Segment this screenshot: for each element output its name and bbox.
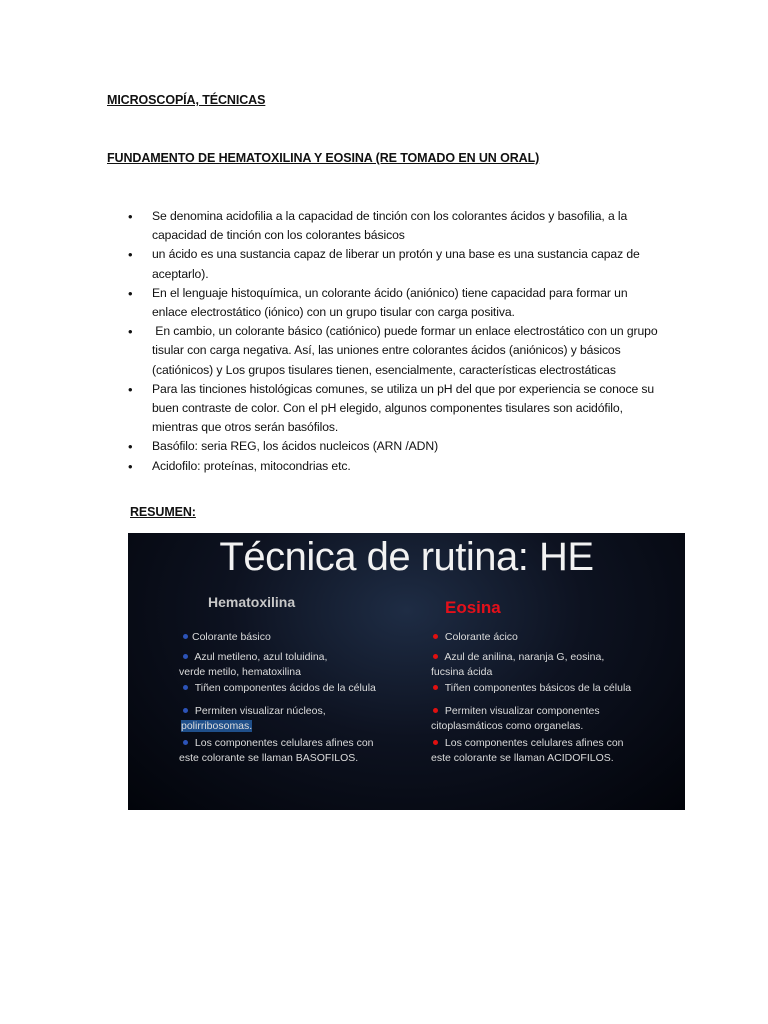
item-text: Tiñen componentes básicos de la célula bbox=[442, 682, 632, 694]
list-item bbox=[430, 704, 600, 719]
item-text: este colorante se llaman ACIDOFILOS. bbox=[431, 752, 614, 764]
list-item bbox=[431, 751, 614, 766]
bullet-dot-icon bbox=[183, 654, 188, 659]
bullet-text: Basófilo: seria REG, los ácidos nucleicos (ARN /ADN) bbox=[152, 439, 439, 454]
list-item bbox=[181, 719, 252, 734]
list-item bbox=[180, 681, 376, 696]
list-item bbox=[179, 751, 358, 766]
bullet-text: Se denomina acidofilia a la capacidad de tinción con los colorantes ácidos y basofilia, a la capacidad de tinción con los colorantes básicos bbox=[152, 209, 628, 243]
item-text: verde metilo, hematoxilina bbox=[179, 666, 301, 678]
bullet-icon: • bbox=[128, 247, 133, 263]
bullet-icon: • bbox=[128, 439, 133, 455]
bullet-dot-icon bbox=[433, 634, 438, 639]
item-text: Colorante ácico bbox=[442, 631, 518, 643]
list-item bbox=[179, 665, 301, 680]
list-item bbox=[180, 736, 374, 751]
resumen-label: RESUMEN: bbox=[130, 505, 196, 519]
bullet-icon: • bbox=[128, 285, 133, 301]
item-text: Permiten visualizar núcleos, bbox=[192, 705, 326, 717]
item-text: Permiten visualizar componentes bbox=[442, 705, 600, 717]
list-item bbox=[126, 322, 666, 380]
list-item bbox=[431, 719, 583, 734]
bullet-text: Para las tinciones histológicas comunes, se utiliza un pH del que por experiencia se conoce su buen contraste de color. Con el pH elegido, algunos componentes tisulares son acidófilo, mientras que otros serán basófilos. bbox=[152, 381, 655, 435]
list-item bbox=[180, 630, 271, 645]
item-text: Los componentes celulares afines con bbox=[192, 737, 374, 749]
bullet-text: En cambio, un colorante básico (catiónico) puede formar un enlace electrostático con un grupo tisular con carga negativa. Así, las uniones entre colorantes ácidos (aniónicos) y básicos (catiónicos) y Los grupos tisulares tienen, esencialmente, características electrostáticas bbox=[152, 324, 661, 377]
bullet-icon: • bbox=[128, 209, 133, 224]
item-text: polirribosomas. bbox=[181, 720, 253, 732]
item-text: Los componentes celulares afines con bbox=[442, 737, 624, 749]
item-text: Azul metileno, azul toluidina, bbox=[192, 651, 328, 663]
list-item bbox=[430, 650, 604, 665]
bullet-dot-icon bbox=[183, 708, 188, 713]
list-item bbox=[430, 681, 631, 696]
item-text: Azul de anilina, naranja G, eosina, bbox=[442, 651, 605, 663]
summary-slide-image bbox=[128, 533, 685, 810]
document-title: MICROSCOPÍA, TÉCNICAS bbox=[107, 93, 266, 107]
list-item bbox=[126, 437, 666, 456]
list-item bbox=[126, 284, 666, 322]
list-item bbox=[430, 736, 624, 751]
bullet-dot-icon bbox=[433, 708, 438, 713]
eosina-heading: Eosina bbox=[445, 598, 501, 617]
bullet-text: un ácido es una sustancia capaz de liberar un protón y una base es una sustancia capaz de aceptarlo). bbox=[152, 247, 640, 281]
item-text: Colorante básico bbox=[192, 631, 271, 643]
bullet-dot-icon bbox=[183, 685, 188, 690]
list-item bbox=[126, 380, 666, 438]
bullet-icon: • bbox=[128, 381, 133, 397]
item-text: este colorante se llaman BASOFILOS. bbox=[179, 752, 359, 764]
bullet-dot-icon bbox=[433, 654, 438, 659]
bullet-text: Acidofilo: proteínas, mitocondrias etc. bbox=[152, 458, 351, 473]
list-item bbox=[431, 665, 492, 680]
bullet-text: En el lenguaje histoquímica, un colorante ácido (aniónico) tiene capacidad para formar un enlace electrostático (iónico) con un grupo tisular con carga positiva. bbox=[152, 285, 628, 320]
bullet-dot-icon bbox=[183, 740, 188, 745]
bullet-dot-icon bbox=[433, 740, 438, 745]
list-item bbox=[126, 207, 666, 245]
item-text: citoplasmáticos como organelas. bbox=[431, 720, 584, 732]
bullet-icon: • bbox=[128, 458, 133, 474]
list-item bbox=[180, 704, 326, 719]
bullet-icon: • bbox=[128, 324, 133, 340]
bullet-list bbox=[126, 207, 666, 476]
list-item bbox=[430, 630, 518, 645]
section-heading: FUNDAMENTO DE HEMATOXILINA Y EOSINA (RE TOMADO EN UN ORAL) bbox=[107, 151, 540, 165]
bullet-dot-icon bbox=[183, 634, 188, 639]
list-item bbox=[126, 457, 666, 476]
hematoxilina-heading: Hematoxilina bbox=[208, 594, 296, 610]
slide-title: Técnica de rutina: HE bbox=[219, 535, 594, 579]
list-item bbox=[180, 650, 327, 665]
bullet-dot-icon bbox=[433, 685, 438, 690]
item-text: Tiñen componentes ácidos de la célula bbox=[192, 682, 376, 694]
list-item bbox=[126, 245, 666, 283]
item-text: fucsina ácida bbox=[431, 666, 493, 678]
